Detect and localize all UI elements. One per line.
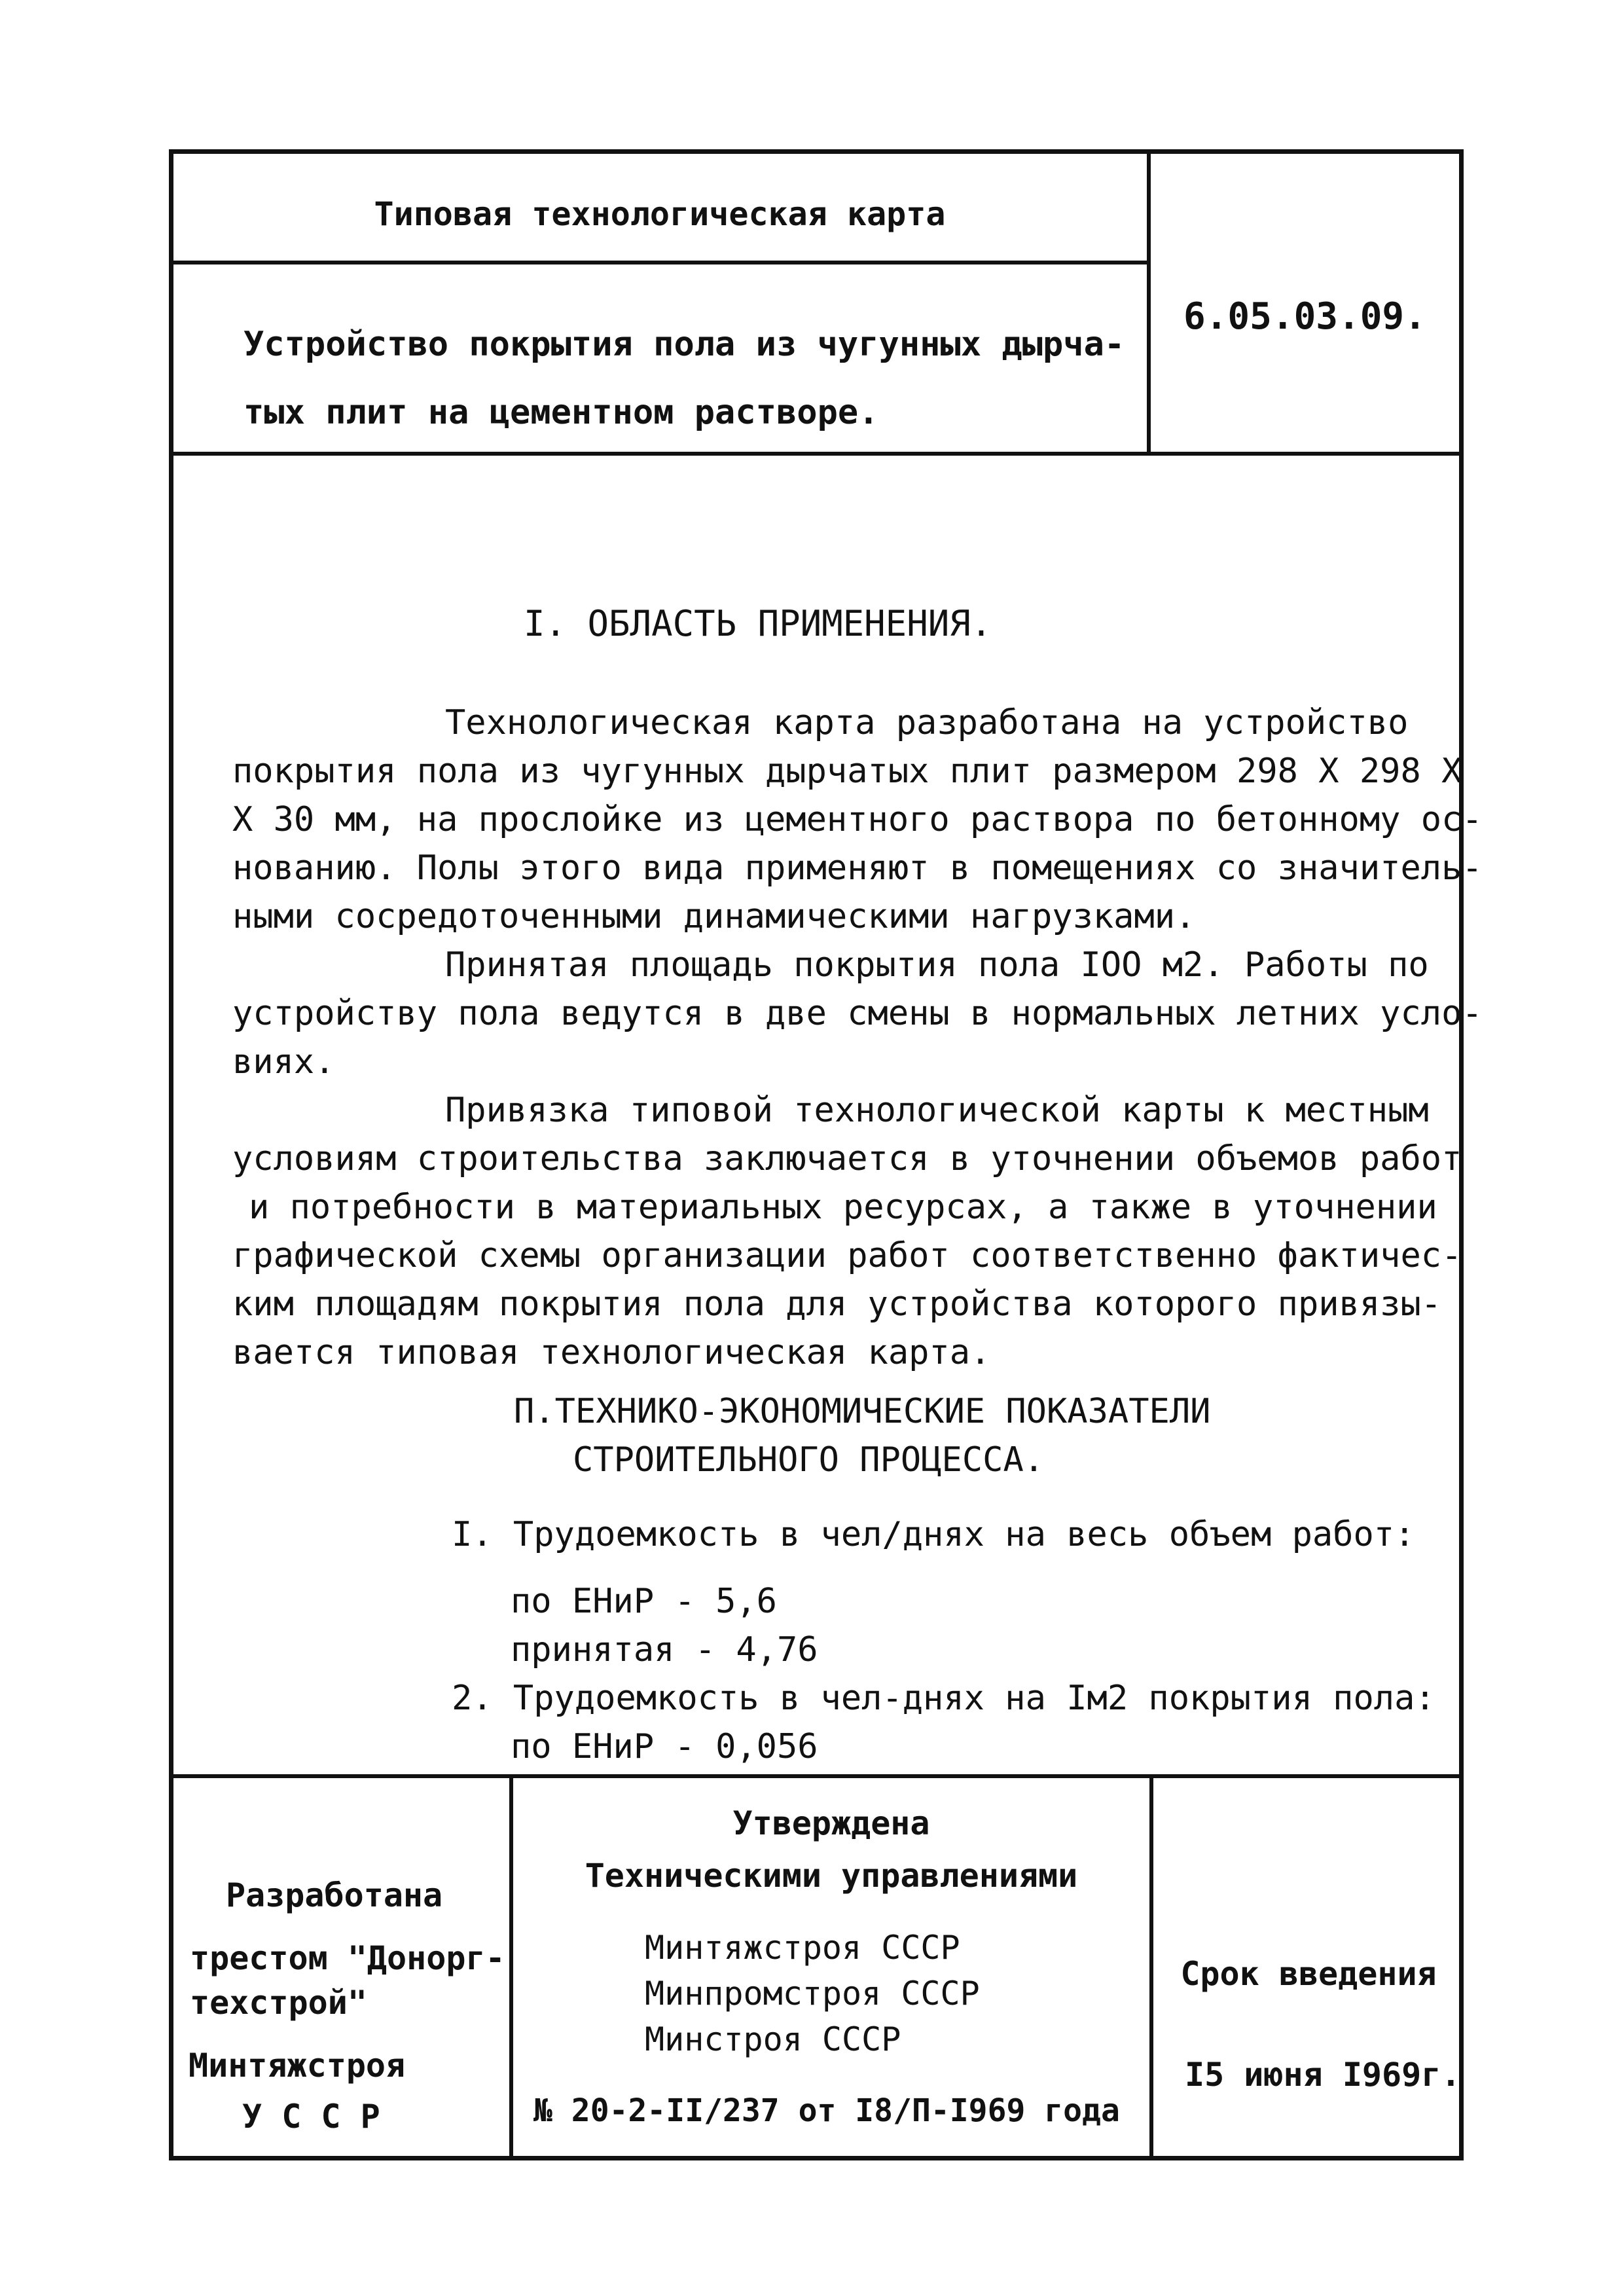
section2-item: 2. Трудоемкость в чел-днях на Iм2 покрытия пола: [452, 1679, 1435, 1718]
approved-ministry-2: Минпромстроя СССР [645, 1975, 980, 2013]
header-divider [169, 261, 1151, 264]
subject-line-2: тых плит на цементном растворе. [244, 393, 879, 432]
approved-ministry-3: Минстроя СССР [645, 2020, 901, 2058]
card-title: Типовая технологическая карта [374, 195, 946, 233]
section1-line: и потребности в материальных ресурсах, а также в уточнении [249, 1188, 1437, 1227]
section1-line: виях. [232, 1042, 335, 1082]
section1-line: Х 30 мм, на прослойке из цементного раствора по бетонному ос- [232, 800, 1483, 839]
section2-heading-1: П.ТЕХНИКО-ЭКОНОМИЧЕСКИЕ ПОКАЗАТЕЛИ [514, 1392, 1211, 1431]
section2-item: I. Трудоемкость в чел/днях на весь объем работ: [452, 1515, 1415, 1554]
section1-line: нованию. Полы этого вида применяют в помещениях со значитель- [232, 848, 1483, 888]
section1-line: ными сосредоточенными динамическими нагрузками. [232, 897, 1196, 936]
developed-label: Разработана [226, 1876, 443, 1914]
approved-ministry-1: Минтяжстроя СССР [645, 1929, 960, 1967]
section1-line: Привязка типовой технологической карты к местным [445, 1091, 1429, 1130]
section2-item: по ЕНиР - 5,6 [511, 1582, 777, 1621]
effective-label: Срок введения [1180, 1955, 1437, 1993]
header-column-divider [1147, 149, 1151, 456]
header-bottom-line [169, 452, 1464, 456]
approved-decree: № 20-2-II/237 от I8/П-I969 года [533, 2092, 1120, 2129]
section1-line: устройству пола ведутся в две смены в нормальных летних усло- [232, 994, 1483, 1033]
developed-org-1: трестом "Донорг- [190, 1939, 505, 1977]
section1-line: ким площадям покрытия пола для устройства которого привязы- [232, 1285, 1442, 1324]
subject-line-1: Устройство покрытия пола из чугунных дырча- [244, 325, 1125, 364]
section1-line: графической схемы организации работ соответственно фактичес- [232, 1236, 1462, 1275]
section2-item: принятая - 4,76 [511, 1630, 818, 1669]
developed-ministry-1: Минтяжстроя [189, 2047, 406, 2085]
effective-date: I5 июня I969г. [1185, 2056, 1461, 2094]
developed-org-2: техстрой" [190, 1984, 367, 2022]
card-number: 6.05.03.09. [1183, 295, 1426, 338]
section1-line: Технологическая карта разработана на устройство [445, 703, 1409, 742]
approved-label: Утверждена [732, 1804, 930, 1842]
section1-line: условиям строительства заключается в уточнении объемов работ [232, 1139, 1462, 1178]
section1-line: вается типовая технологическая карта. [232, 1333, 991, 1372]
section1-line: покрытия пола из чугунных дырчатых плит размером 298 Х 298 Х [232, 752, 1462, 791]
footer-top-line [169, 1774, 1464, 1778]
developed-ministry-2: У С С Р [242, 2098, 380, 2136]
section1-heading: I. ОБЛАСТЬ ПРИМЕНЕНИЯ. [524, 603, 992, 644]
section1-line: Принятая площадь покрытия пола IOO м2. Работы по [445, 945, 1429, 985]
section2-heading-2: СТРОИТЕЛЬНОГО ПРОЦЕССА. [573, 1440, 1045, 1480]
approved-by: Техническими управлениями [585, 1857, 1078, 1895]
section2-item: по ЕНиР - 0,056 [511, 1727, 818, 1766]
